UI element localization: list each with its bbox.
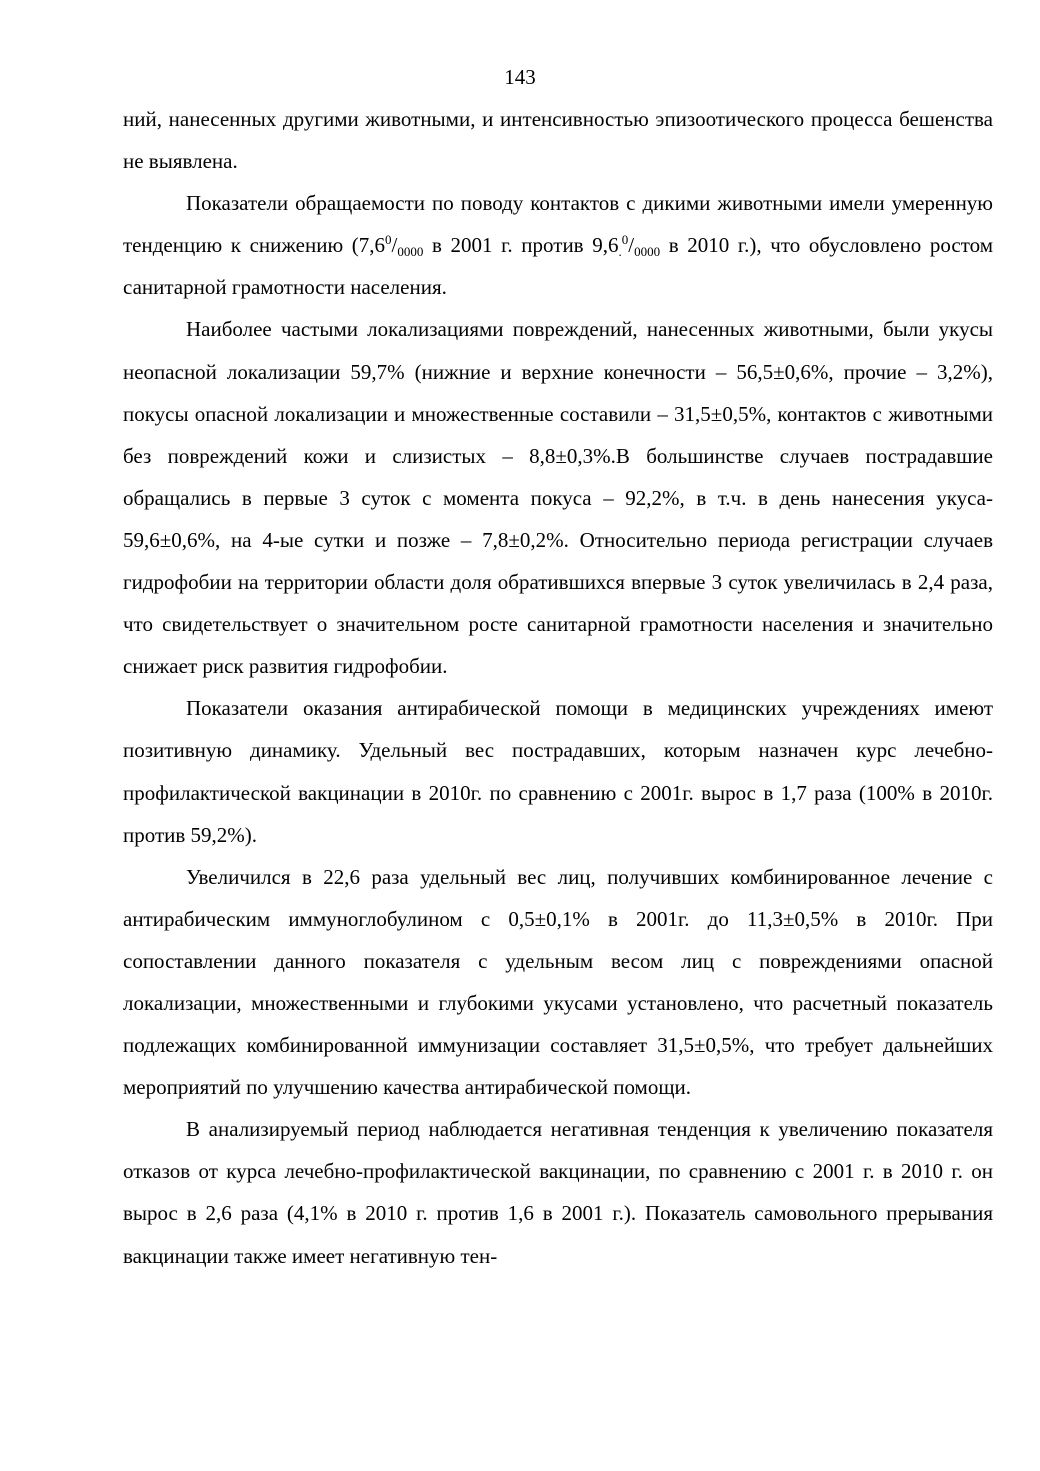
paragraph-2-text-1: Показатели обращаемости по поводу контактов с дикими животными имели умеренную тенденцию к снижению (7,6 bbox=[123, 191, 993, 258]
fraction-prodecimille-2: $_.^0/_{0000}$ bbox=[618, 232, 661, 260]
paragraph-3: Наиболее частыми локализациями повреждений, нанесенных животными, были укусы неопасной локализации 59,7% (нижние и верхние конечности – 56,5±0,6%, прочие – 3,2%), покусы опасной локализации и множественные составили – 31,5±0,5%, контактов с животными без повреждений кожи и слизистых – 8,8±0,3%.В большинстве случаев пострадавшие обращались в первые 3 суток с момента покуса – 92,2%, в т.ч. в день нанесения укуса- 59,6±0,6%, на 4-ые сутки и позже – 7,8±0,2%. Относительно периода регистрации случаев гидрофобии на территории области доля обратившихся впервые 3 суток увеличилась в 2,4 раза, что свидетельствует о значительном росте санитарной грамотности населения и значительно снижает риск развития гидрофобии. bbox=[123, 317, 993, 679]
document-body bbox=[123, 98, 993, 1277]
page-number: 143 bbox=[504, 65, 536, 89]
paragraph-5: Увеличился в 22,6 раза удельный вес лиц, получивших комбинированное лечение с антирабическим иммуноглобулином с 0,5±0,1% в 2001г. до 11,3±0,5% в 2010г. При сопоставлении данного показателя с удельным весом лиц с повреждениями опасной локализации, множественными и глубокими укусами установлено, что расчетный показатель подлежащих комбинированной иммунизации составляет 31,5±0,5%, что требует дальнейших мероприятий по улучшению качества антирабической помощи. bbox=[123, 864, 993, 1100]
paragraph-2-text-2: в 2001 г. против 9,6 bbox=[423, 233, 619, 258]
paragraph-2 bbox=[123, 182, 993, 308]
paragraph-2-text-3: в 2010 г.), что обусловлено ростом санитарной грамотности населения. bbox=[123, 233, 993, 300]
paragraph-1: ний, нанесенных другими животными, и интенсивностью эпизоотического процесса бешенства не выявлена. bbox=[123, 107, 993, 174]
fraction-prodecimille-1: $^0/_{0000}$ bbox=[385, 232, 424, 260]
paragraph-4: Показатели оказания антирабической помощи в медицинских учреждениях имеют позитивную динамику. Удельный вес пострадавших, которым назначен курс лечебно-профилактической вакцинации в 2010г. по сравнению с 2001г. вырос в 1,7 раза (100% в 2010г. против 59,2%). bbox=[123, 696, 993, 847]
paragraph-6: В анализируемый период наблюдается негативная тенденция к увеличению показателя отказов от курса лечебно-профилактической вакцинации, по сравнению с 2001 г. в 2010 г. он вырос в 2,6 раза (4,1% в 2010 г. против 1,6 в 2001 г.). Показатель самовольного прерывания вакцинации также имеет негативную тен- bbox=[123, 1117, 993, 1268]
